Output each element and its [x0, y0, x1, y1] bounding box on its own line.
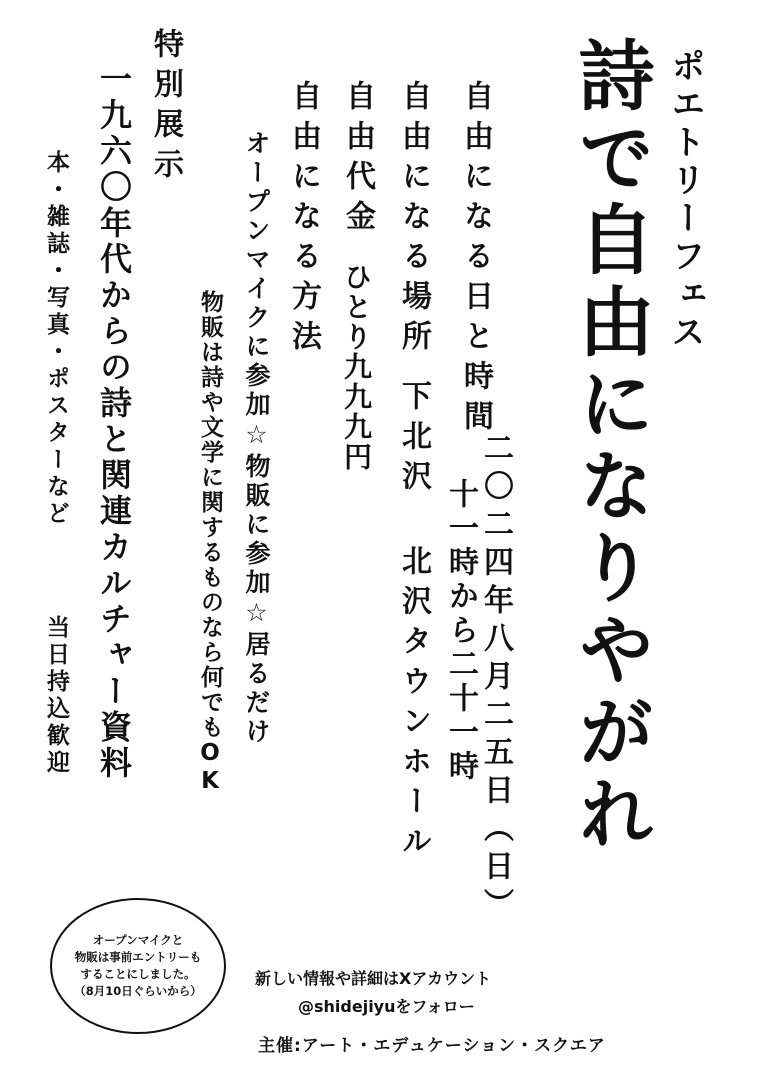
- date-value: 二〇二四年八月二五日（日）: [478, 432, 513, 926]
- date-label: 自由になる日と時間: [458, 80, 493, 440]
- exhibit-description: 一九六〇年代からの詩と関連カルチャー資料: [95, 62, 133, 782]
- notice-line: することにしました。: [80, 967, 196, 981]
- exhibit-note: 当日持込歓迎: [43, 615, 69, 777]
- info-line: 新しい情報や詳細はXアカウント: [255, 969, 492, 988]
- sales-rule: 物販は詩や文学に関するものなら何でもOK: [197, 290, 223, 796]
- notice-line: オープンマイクと: [92, 933, 184, 947]
- place-value: 下北沢 北沢タウンホール: [396, 380, 431, 865]
- follow-line: @shidejiyuをフォロー: [298, 997, 475, 1016]
- place-label: 自由になる場所: [396, 80, 431, 360]
- notice-circle: [50, 898, 226, 1034]
- exhibit-items: 本・雑誌・写真・ポスターなど: [43, 150, 69, 528]
- time-value: 十一時から二十一時: [443, 478, 478, 784]
- fee-value: ひとり九九九円: [340, 262, 373, 472]
- how-label: 自由になる方法: [286, 80, 321, 360]
- notice-line: 物販は事前エントリーも: [74, 950, 202, 964]
- festival-subtitle: ポエトリーフェス: [665, 48, 705, 352]
- participation-options: オープンマイクに参加☆物販に参加☆居るだけ: [242, 130, 271, 747]
- notice-line: （8月10日ぐらいから）: [74, 984, 202, 998]
- fee-label: 自由代金: [340, 80, 375, 240]
- festival-title: 詩で自由になりやがれ: [566, 36, 655, 856]
- organizer: 主催:アート・エデュケーション・スクエア: [258, 1036, 606, 1056]
- exhibit-label: 特別展示: [148, 28, 183, 188]
